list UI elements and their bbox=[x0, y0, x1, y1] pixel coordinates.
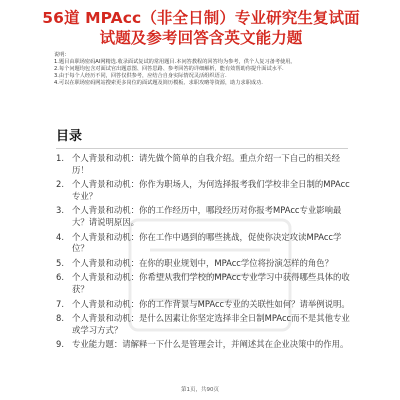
toc-item-text: 个人背景和动机：你在工作中遇到的哪些挑战，促使你决定攻读MPAcc学位？ bbox=[72, 231, 342, 254]
toc-item-text: 个人背景和动机：请先做个简单的自我介绍。重点介绍一下自己的相关经历！ bbox=[72, 153, 340, 175]
toc-item-number: 7. bbox=[56, 298, 64, 309]
toc-item[interactable] bbox=[56, 339, 352, 351]
note-line: 4.可以在职场密码网站搜索更多岗位的面试题及简历模板、求职攻略等资源，助力求职成功. bbox=[54, 80, 263, 87]
toc-item-number: 2. bbox=[56, 179, 64, 190]
toc-item-number: 5. bbox=[56, 257, 64, 268]
note-line: 3.由于每个人经历不同，回答仅供参考，应结合自身实际情况灵活组织语言. bbox=[54, 73, 227, 80]
toc-item[interactable] bbox=[56, 153, 352, 176]
toc-item-number: 1. bbox=[56, 153, 64, 163]
toc-item-text: 个人背景和动机：在你的职业规划中，MPAcc学位将扮演怎样的角色？ bbox=[72, 257, 334, 268]
note-line: 2.每个问题均包含对面试官出题意图、回答思路、参考回答的详细解析，能有效帮助你提升面试水平. bbox=[54, 66, 284, 73]
toc-item-text: 个人背景和动机：是什么因素让你坚定选择非全日制MPAcc而不是其他专业或学习方式？ bbox=[72, 313, 350, 335]
toc-item-number: 6. bbox=[56, 272, 64, 283]
toc-item[interactable] bbox=[56, 232, 352, 255]
toc-item-text: 专业能力题：请解释一下什么是管理会计，并阐述其在企业决策中的作用。 bbox=[72, 339, 349, 350]
toc-item-number: 3. bbox=[56, 205, 64, 216]
toc-item[interactable] bbox=[56, 205, 352, 228]
toc-item[interactable] bbox=[56, 299, 352, 311]
toc-item-number: 8. bbox=[56, 313, 64, 324]
toc-item[interactable] bbox=[56, 179, 352, 202]
toc-divider bbox=[56, 148, 348, 149]
note-line: 1.题目由职场密码AI网精选.收录面试复试的常用题目.本问答教程的回答均为参考，供个人复习备考使用。 bbox=[54, 59, 296, 66]
toc-item-text: 个人背景和动机：你希望从我们学校的MPAcc专业学习中获得哪些具体的收获？ bbox=[72, 272, 350, 294]
toc-item-number: 4. bbox=[56, 231, 64, 242]
table-of-contents bbox=[56, 153, 352, 354]
toc-item-text: 个人背景和动机：你的工作背景与MPAcc专业的关联性如何？请举例说明。 bbox=[72, 298, 350, 309]
toc-item-text: 个人背景和动机：你作为职场人，为何选择报考我们学校非全日制的MPAcc专业？ bbox=[72, 179, 350, 201]
toc-item-number: 9. bbox=[56, 339, 64, 350]
toc-heading: 目录 bbox=[56, 129, 83, 144]
toc-item[interactable] bbox=[56, 258, 352, 270]
toc-item-text: 个人背景和动机：你的工作经历中，哪段经历对你报考MPAcc专业影响最大？请说明原因。 bbox=[72, 205, 342, 227]
note-line: 说明： bbox=[54, 52, 70, 58]
page-footer: 第1页，共90页 bbox=[181, 387, 219, 393]
toc-item[interactable] bbox=[56, 313, 352, 336]
document-title: 56道 MPAcc（非全日制）专业研究生复试面试题及参考回答含英文能力题 bbox=[42, 9, 360, 47]
instructions-note bbox=[54, 52, 354, 87]
toc-item[interactable] bbox=[56, 272, 352, 295]
